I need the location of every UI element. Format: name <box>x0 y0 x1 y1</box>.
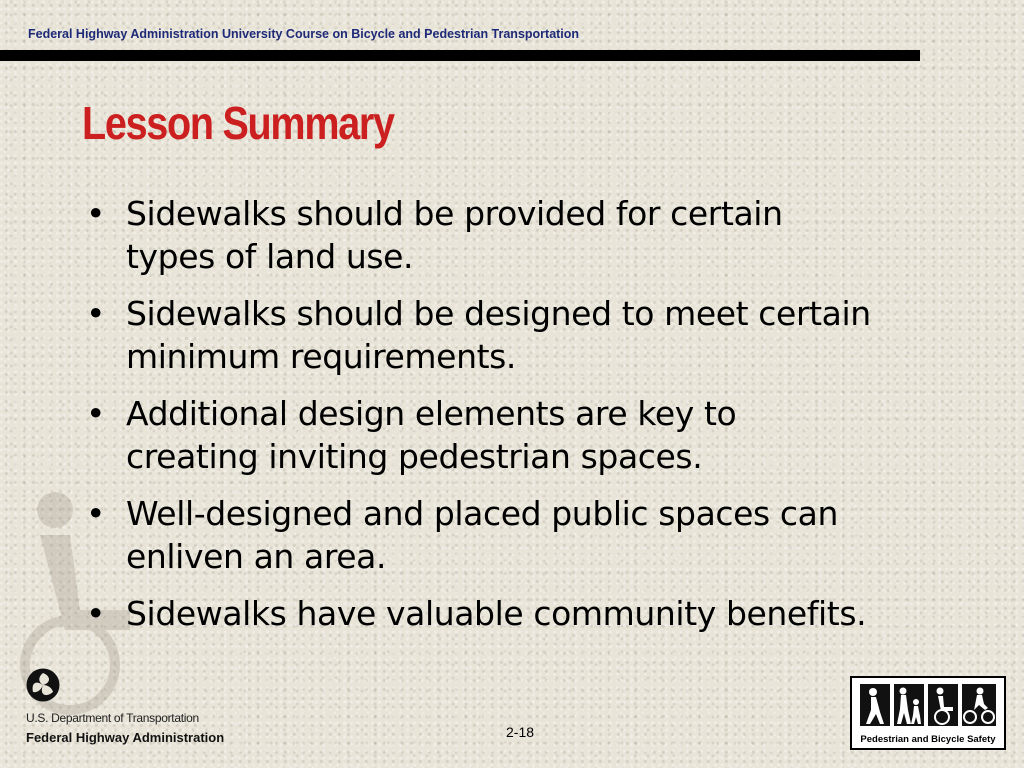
pedestrian-bicycle-pictograms-icon <box>858 682 998 730</box>
fhwa-label: Federal Highway Administration <box>26 730 225 745</box>
bullet-item <box>86 492 966 578</box>
bullet-text-line: types of land use. <box>126 237 414 276</box>
course-header: Federal Highway Administration University Course on Bicycle and Pedestrian Transportation <box>28 27 580 41</box>
bullet-item <box>86 392 966 478</box>
bullet-list <box>86 192 966 649</box>
slide-title: Lesson Summary <box>82 97 394 149</box>
bullet-text-line: minimum requirements. <box>126 337 517 376</box>
dot-department-label: U.S. Department of Transportation <box>26 711 199 725</box>
ped-bike-safety-logo <box>850 676 1006 750</box>
bullet-dot: • <box>86 194 106 233</box>
bullet-text-line: Sidewalks should be provided for certain <box>126 194 783 233</box>
bullet-text-line: creating inviting pedestrian spaces. <box>126 437 703 476</box>
bullet-text-line: Sidewalks should be designed to meet certain <box>126 294 871 333</box>
bullet-dot: • <box>86 394 106 433</box>
bullet-item <box>86 592 966 635</box>
bullet-item <box>86 292 966 378</box>
slide-number: 2-18 <box>506 724 535 740</box>
header-rule <box>0 50 920 61</box>
bullet-dot: • <box>86 594 106 633</box>
bullet-text-line: Well-designed and placed public spaces can <box>126 494 839 533</box>
ped-bike-safety-label: Pedestrian and Bicycle Safety <box>860 734 996 745</box>
bullet-text-line: Additional design elements are key to <box>126 394 737 433</box>
bullet-text-line: enliven an area. <box>126 537 387 576</box>
bullet-text-line: Sidewalks have valuable community benefits. <box>126 594 867 633</box>
bullet-dot: • <box>86 294 106 333</box>
bullet-dot: • <box>86 494 106 533</box>
bullet-item <box>86 192 966 278</box>
dot-triskelion-icon <box>26 668 60 702</box>
